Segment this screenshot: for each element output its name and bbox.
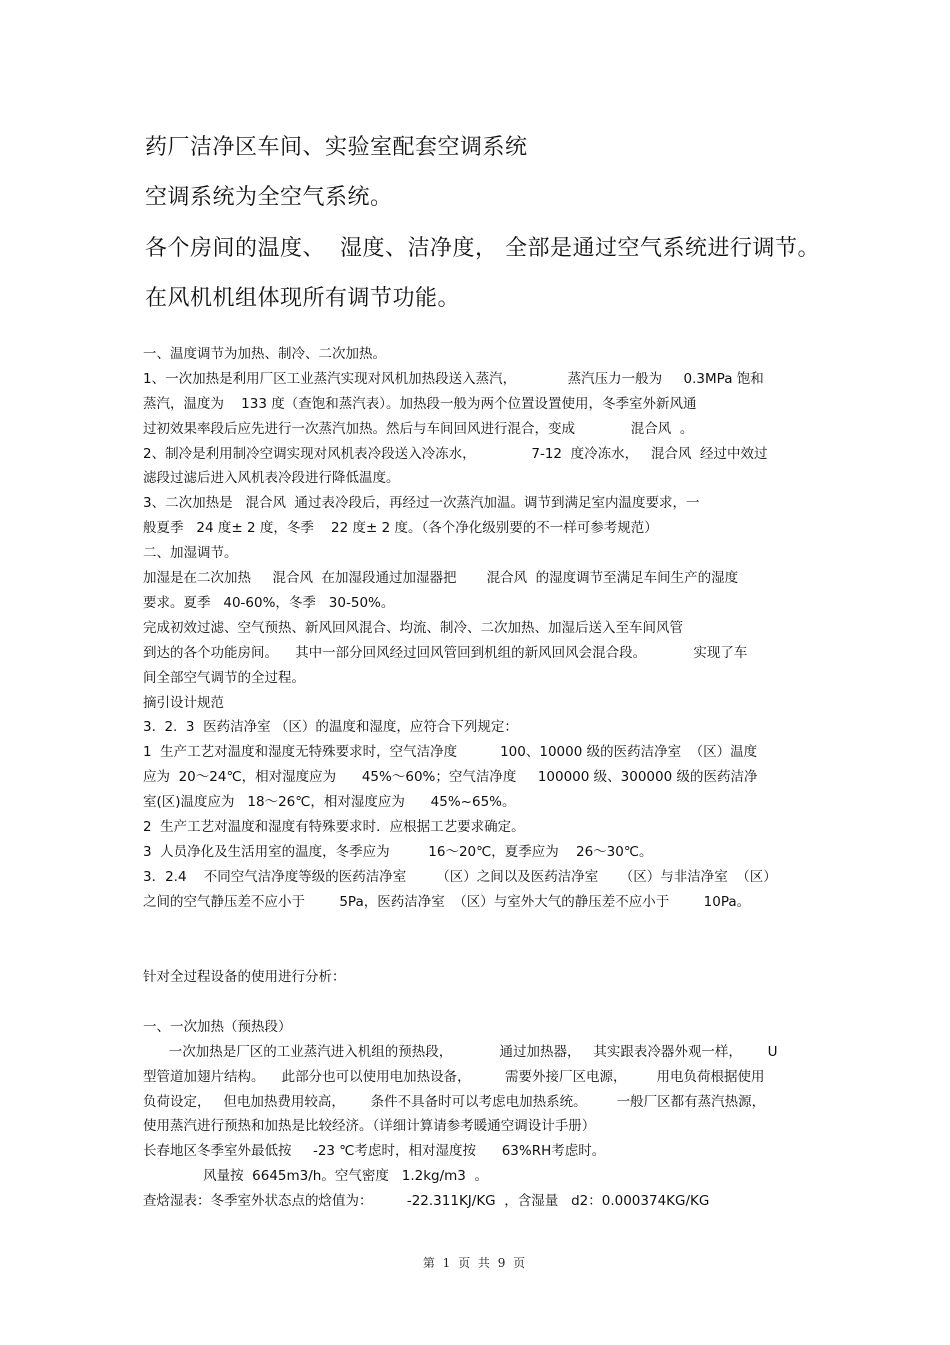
title-line: 药厂洁净区车间、实验室配套空调系统	[145, 135, 528, 160]
text-line: 风量按 6645m3/h。空气密度 1.2kg/m3 。	[143, 1168, 488, 1184]
text-line: 蒸汽，温度为 133 度（查饱和蒸汽表）。加热段一般为两个位置设置使用，冬季室外新风通	[143, 396, 697, 412]
text-line: 二、加湿调节。	[143, 545, 238, 561]
text-line: 加湿是在二次加热 混合风 在加湿段通过加湿器把 混合风 的湿度调节至满足车间生产的湿度	[143, 570, 739, 586]
text-line: 2 生产工艺对温度和湿度有特殊要求时．应根据工艺要求确定。	[143, 819, 525, 835]
text-line: 长春地区冬季室外最低按 -23 ℃考虑时，相对湿度按 63%RH考虑时。	[143, 1143, 606, 1159]
text-line: 一次加热是厂区的工业蒸汽进入机组的预热段， 通过加热器， 其实跟表冷器外观一样， U	[143, 1044, 778, 1060]
text-line: 一、温度调节为加热、制冷、二次加热。	[143, 346, 386, 362]
section-heading: 针对全过程设备的使用进行分析：	[143, 969, 346, 985]
text-line: 之间的空气静压差不应小于 5Pa，医药洁净室 （区）与室外大气的静压差不应小于 10Pa。	[143, 894, 751, 910]
text-line: 过初效果率段后应先进行一次蒸汽加热。然后与车间回风进行混合，变成 混合风 。	[143, 421, 694, 437]
text-line: 一、一次加热（预热段）	[143, 1019, 292, 1035]
title-line: 各个房间的温度、 湿度、洁净度， 全部是通过空气系统进行调节。	[145, 236, 820, 261]
title-line: 空调系统为全空气系统。	[145, 185, 393, 210]
text-line: 负荷设定， 但电加热费用较高， 条件不具备时可以考虑电加热系统。 一般厂区都有蒸汽热源，	[143, 1094, 766, 1110]
text-line: 应为 20～24℃，相对湿度应为 45%～60%；空气洁净度 100000 级、300000 级的医药洁净	[143, 769, 758, 785]
text-line: 查焓湿表：冬季室外状态点的焓值为： -22.311KJ/KG ，含湿量 d2：0.000374KG/KG	[143, 1193, 710, 1209]
text-line: 完成初效过滤、空气预热、新风回风混合、均流、制冷、二次加热、加湿后送入至车间风管	[143, 620, 683, 636]
text-line: 滤段过滤后进入风机表冷段进行降低温度。	[143, 470, 400, 486]
text-line: 室(区)温度应为 18～26℃，相对湿度应为 45%~65%。	[143, 794, 516, 810]
text-line: 型管道加翅片结构。 此部分也可以使用电加热设备， 需要外接厂区电源， 用电负荷根据使用	[143, 1069, 765, 1085]
text-line: 1 生产工艺对温度和湿度无特殊要求时，空气洁净度 100、10000 级的医药洁净室 （区）温度	[143, 744, 758, 760]
text-line: 3. 2. 3 医药洁净室 （区）的温度和湿度，应符合下列规定：	[143, 719, 518, 735]
text-line: 2、制冷是利用制冷空调实现对风机表冷段送入冷冻水， 7-12 度冷冻水， 混合风 经过中效过	[143, 446, 768, 462]
text-line: 般夏季 24 度± 2 度，冬季 22 度± 2 度。（各个净化级别要的不一样可参考规范）	[143, 520, 658, 536]
text-line: 使用蒸汽进行预热和加热是比较经济。（详细计算请参考暖通空调设计手册）	[143, 1118, 596, 1134]
text-line: 间全部空气调节的全过程。	[143, 670, 305, 686]
text-line: 3．2.4 不同空气洁净度等级的医药洁净室 （区）之间以及医药洁净室 （区）与非洁净室 （区）	[143, 869, 777, 885]
text-line: 3 人员净化及生活用室的温度，冬季应为 16～20℃，夏季应为 26～30℃。	[143, 844, 653, 860]
page-footer: 第 1 页 共 9 页	[422, 1256, 528, 1270]
text-line: 到达的各个功能房间。 其中一部分回风经过回风管回到机组的新风回风会混合段。 实现了车	[143, 645, 748, 661]
text-line: 1、一次加热是利用厂区工业蒸汽实现对风机加热段送入蒸汽， 蒸汽压力一般为 0.3MPa 饱和	[143, 371, 764, 387]
title-line: 在风机机组体现所有调节功能。	[145, 286, 461, 311]
text-line: 要求。夏季 40-60%，冬季 30-50%。	[143, 595, 395, 611]
text-line: 摘引设计规范	[143, 695, 224, 711]
text-line: 3、二次加热是 混合风 通过表冷段后，再经过一次蒸汽加温。调节到满足室内温度要求，一	[143, 495, 700, 511]
